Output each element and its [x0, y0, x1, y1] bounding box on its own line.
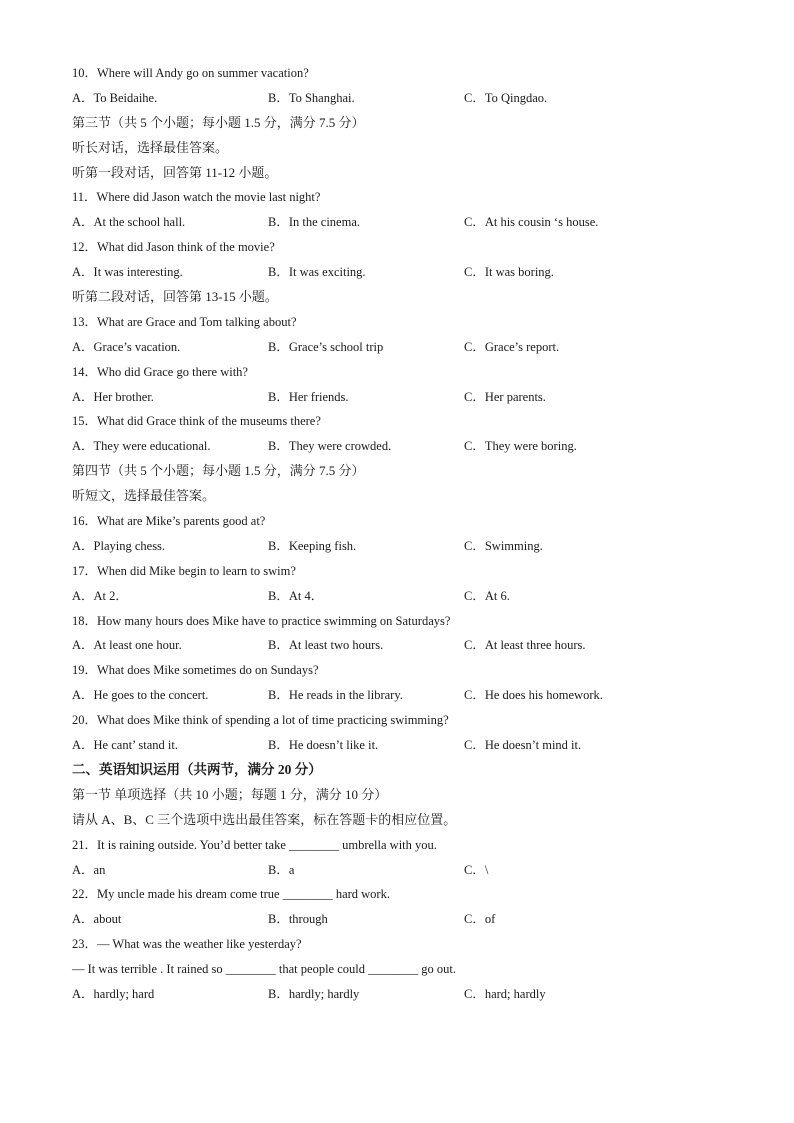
question-text: 10．Where will Andy go on summer vacation? [72, 66, 309, 80]
option-c: C．To Qingdao. [464, 90, 548, 105]
answer-options [72, 683, 732, 708]
option-c: C．He doesn’t mind it. [464, 738, 582, 753]
option-c: C．of [464, 912, 496, 927]
answer-options [72, 434, 732, 459]
option-b: B．hardly; hardly [268, 986, 360, 1001]
option-c: C．At least three hours. [464, 638, 586, 653]
question-text: 19．What does Mike sometimes do on Sundays? [72, 663, 319, 678]
option-c: C．It was boring. [464, 265, 554, 280]
option-b: B．Her friends. [268, 389, 349, 404]
option-c: C．Grace’s report. [464, 339, 560, 354]
option-a: A．Her brother. [72, 389, 154, 404]
answer-options [72, 633, 732, 658]
option-b: B．At least two hours. [268, 638, 384, 653]
option-b: B．At 4． [268, 588, 324, 603]
section-instruction: 听第二段对话，回答第 13-15 小题。 [72, 289, 278, 305]
question-text: — It was terrible . It rained so ________ that people could ________ go out. [72, 962, 456, 977]
option-b: B．In the cinema. [268, 215, 360, 230]
question-text: 15．What did Grace think of the museums there? [72, 414, 321, 429]
question-text: 16．What are Mike’s parents good at? [72, 514, 266, 529]
option-a: A．At the school hall. [72, 215, 186, 230]
question-text: 20．What does Mike think of spending a lot of time practicing swimming? [72, 713, 449, 728]
option-b: B．a [268, 862, 295, 877]
answer-options [72, 534, 732, 559]
section-instruction: 第四节（共 5 个小题；每小题 1.5 分，满分 7.5 分） [72, 463, 365, 479]
option-c: C．At his cousin ‘s house. [464, 215, 599, 230]
question-text: 22．My uncle made his dream come true ________ hard work. [72, 887, 390, 902]
question-text: 21．It is raining outside. You’d better take ________ umbrella with you. [72, 837, 437, 852]
option-a: A．He cant’ stand it. [72, 738, 178, 753]
answer-options [72, 907, 732, 932]
answer-options [72, 584, 732, 609]
part-heading: 二、英语知识运用（共两节，满分 20 分） [72, 761, 322, 777]
question-text: 18．How many hours does Mike have to practice swimming on Saturdays? [72, 613, 451, 628]
section-instruction: 听第一段对话，回答第 11-12 小题。 [72, 164, 278, 180]
section-instruction: 请从 A、B、C 三个选项中选出最佳答案，标在答题卡的相应位置。 [72, 811, 457, 827]
answer-options [72, 86, 732, 111]
option-b: B．Keeping fish. [268, 538, 357, 553]
answer-options [72, 733, 732, 758]
option-b: B．They were crowded. [268, 439, 392, 454]
option-b: B．He reads in the library. [268, 688, 403, 703]
option-c: C．hard; hardly [464, 986, 546, 1001]
option-c: C．They were boring. [464, 439, 577, 454]
option-a: A．an [72, 862, 106, 877]
option-b: B．through [268, 912, 328, 927]
option-c: C．He does his homework. [464, 688, 603, 703]
option-a: A．At 2． [72, 588, 128, 603]
option-b: B．He doesn’t like it. [268, 738, 379, 753]
option-b: B．Grace’s school trip [268, 339, 384, 354]
option-a: A．hardly; hard [72, 986, 155, 1001]
option-a: A．He goes to the concert. [72, 688, 209, 703]
answer-options [72, 260, 732, 285]
option-b: B．To Shanghai. [268, 90, 355, 105]
option-a: A．To Beidaihe. [72, 90, 158, 105]
question-text: 12．What did Jason think of the movie? [72, 240, 275, 255]
option-a: A．At least one hour. [72, 638, 182, 653]
section-instruction: 听短文，选择最佳答案。 [72, 488, 216, 504]
section-instruction: 第三节（共 5 个小题；每小题 1.5 分，满分 7.5 分） [72, 114, 365, 130]
question-text: 11．Where did Jason watch the movie last night? [72, 190, 321, 205]
exam-content [72, 61, 732, 1007]
option-c: C．\ [464, 862, 489, 877]
section-instruction: 听长对话，选择最佳答案。 [72, 139, 229, 155]
option-a: A．about [72, 912, 122, 927]
answer-options [72, 335, 732, 360]
option-b: B．It was exciting. [268, 265, 366, 280]
option-a: A．It was interesting. [72, 265, 183, 280]
answer-options [72, 858, 732, 883]
answer-options [72, 385, 732, 410]
question-text: 13．What are Grace and Tom talking about? [72, 314, 297, 329]
option-a: A．Playing chess. [72, 538, 166, 553]
question-text: 23．— What was the weather like yesterday? [72, 937, 302, 952]
answer-options [72, 982, 732, 1007]
section-instruction: 第一节 单项选择（共 10 小题；每题 1 分，满分 10 分） [72, 786, 388, 802]
option-a: A．Grace’s vacation. [72, 339, 181, 354]
option-c: C．Swimming. [464, 538, 543, 553]
option-c: C．Her parents. [464, 389, 546, 404]
option-c: C．At 6. [464, 588, 510, 603]
answer-options [72, 210, 732, 235]
question-text: 14．Who did Grace go there with? [72, 364, 248, 379]
question-text: 17．When did Mike begin to learn to swim? [72, 563, 296, 578]
option-a: A．They were educational. [72, 439, 211, 454]
